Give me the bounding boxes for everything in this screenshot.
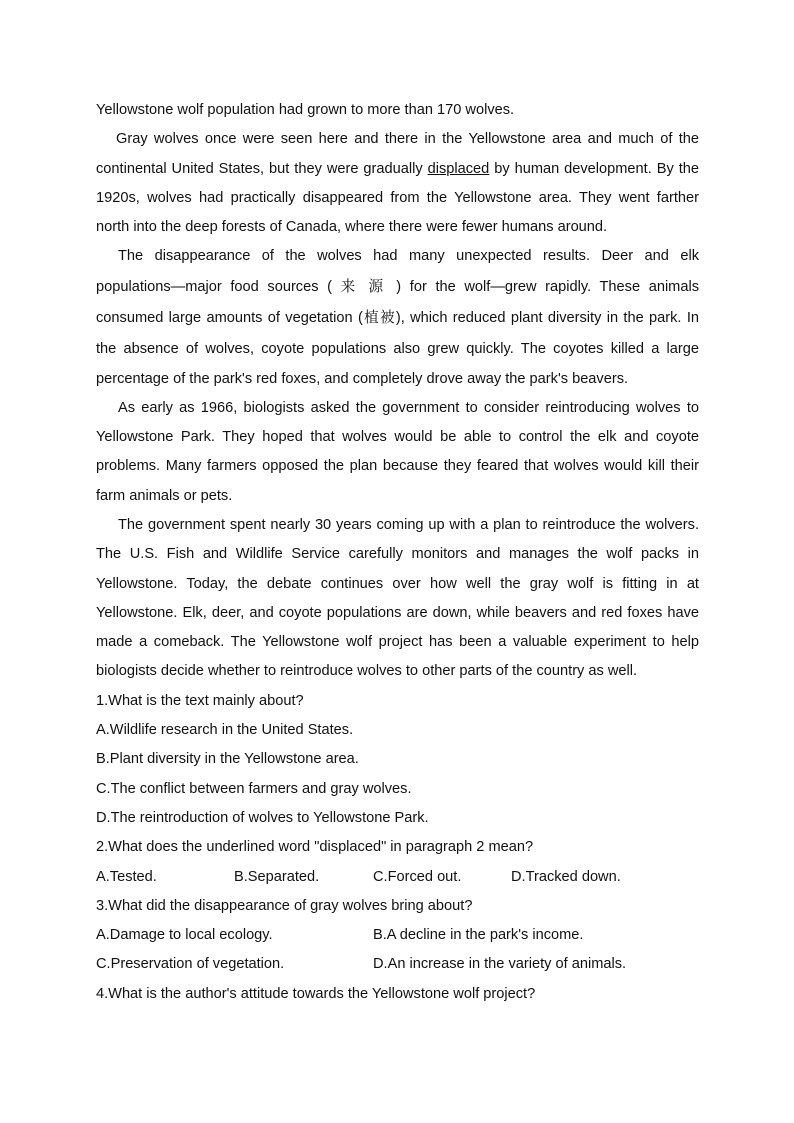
answer-option: B.Separated. — [234, 868, 320, 885]
paragraph-5 — [96, 511, 699, 687]
answer-option: A.Tested. — [96, 868, 157, 885]
paragraph-2-line: north into the deep forests of Canada, where there were fewer humans around. — [96, 219, 608, 236]
text-span: continental United States, but they were gradually — [96, 160, 428, 177]
paragraph-4-line: farm animals or pets. — [96, 487, 233, 504]
paragraph-3-line: consumed large amounts of vegetation (植被), which reduced plant diversity in the park. In — [96, 309, 699, 326]
paragraph-3-line: the absence of wolves, coyote populations also grew quickly. The coyotes killed a large — [96, 340, 699, 357]
paragraph-4-line: problems. Many farmers opposed the plan because they feared that wolves would kill their — [96, 458, 699, 475]
answer-option: C.The conflict between farmers and gray wolves. — [96, 780, 412, 797]
paragraph-5-line: The government spent nearly 30 years coming up with a plan to reintroduce the wolvers. — [118, 516, 699, 533]
answer-options-row — [96, 863, 699, 892]
question-stem: 2.What does the underlined word "displaced" in paragraph 2 mean? — [96, 839, 534, 856]
question-3 — [96, 892, 699, 980]
answer-option: A.Wildlife research in the United States. — [96, 722, 354, 739]
answer-options-row — [96, 950, 699, 979]
paragraph-5-line: Yellowstone. Elk, deer, and coyote populations are down, while beavers and red foxes have — [96, 604, 699, 621]
answer-option: D.Tracked down. — [511, 868, 621, 885]
paragraph-2-line: 1920s, wolves had practically disappeared from the Yellowstone area. They went farther — [96, 189, 699, 206]
paragraph-2 — [96, 125, 699, 242]
answer-option: C.Preservation of vegetation. — [96, 956, 285, 973]
document-page — [96, 96, 699, 1009]
paragraph-1-tail: Yellowstone wolf population had grown to more than 170 wolves. — [96, 102, 515, 118]
paragraph-3-line: populations—major food sources ( 来 源 ) for the wolf—grew rapidly. These animals — [96, 278, 699, 295]
paragraph-5-line: biologists decide whether to reintroduce wolves to other parts of the country as well. — [96, 663, 638, 680]
answer-option: C.Forced out. — [373, 868, 462, 885]
paragraph-2-line: Gray wolves once were seen here and there in the Yellowstone area and much of the — [116, 131, 699, 148]
answer-option: B.Plant diversity in the Yellowstone area. — [96, 751, 359, 768]
answer-option: D.The reintroduction of wolves to Yellowstone Park. — [96, 809, 429, 826]
paragraph-4-line: As early as 1966, biologists asked the government to consider reintroducing wolves to — [118, 399, 699, 416]
question-4 — [96, 980, 699, 1009]
question-stem: 4.What is the author's attitude towards the Yellowstone wolf project? — [96, 985, 536, 1002]
paragraph-3-line: percentage of the park's red foxes, and completely drove away the park's beavers. — [96, 370, 629, 387]
answer-option: D.An increase in the variety of animals. — [373, 956, 627, 973]
paragraph-3-line: The disappearance of the wolves had many unexpected results. Deer and elk — [118, 248, 699, 265]
question-1 — [96, 687, 699, 833]
answer-option: A.Damage to local ecology. — [96, 927, 273, 944]
paragraph-3 — [96, 242, 699, 393]
text-span: by human development. By the — [489, 160, 699, 177]
answer-options-row — [96, 921, 699, 950]
underlined-word: displaced — [427, 160, 490, 177]
paragraph-5-line: Yellowstone. Today, the debate continues over how well the gray wolf is fitting in at — [96, 575, 699, 592]
paragraph-4 — [96, 394, 699, 511]
paragraph-2-line — [96, 155, 699, 184]
paragraph-4-line: Yellowstone Park. They hoped that wolves would be able to control the elk and coyote — [96, 429, 699, 446]
question-stem: 3.What did the disappearance of gray wolves bring about? — [96, 897, 473, 914]
paragraph-5-line: made a comeback. The Yellowstone wolf project has been a valuable experiment to help — [96, 634, 699, 651]
question-2 — [96, 833, 699, 892]
question-stem: 1.What is the text mainly about? — [96, 692, 304, 709]
answer-option: B.A decline in the park's income. — [373, 927, 584, 944]
paragraph-5-line: The U.S. Fish and Wildlife Service carefully monitors and manages the wolf packs in — [96, 546, 699, 563]
